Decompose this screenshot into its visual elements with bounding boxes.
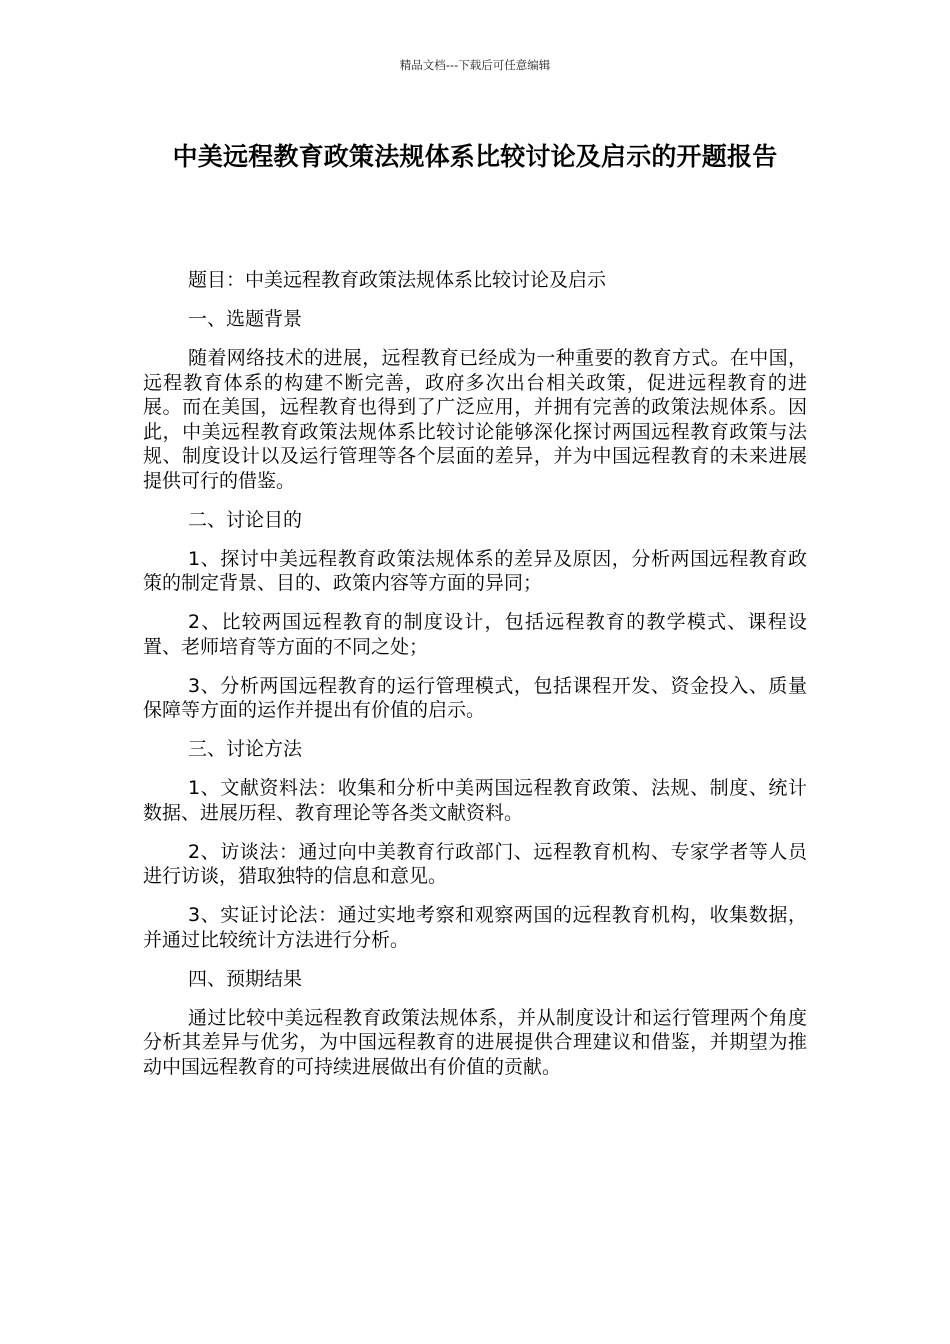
subject-line: 题目：中美远程教育政策法规体系比较讨论及启示 <box>188 269 607 291</box>
page-header: 精品文档---下载后可任意编辑 <box>399 58 551 72</box>
paragraph-method-1: 1、文献资料法：收集和分析中美两国远程教育政策、法规、制度、统计数据、进展历程、教育理论等各类文献资料。 <box>143 777 807 824</box>
paragraph-expected-results: 通过比较中美远程教育政策法规体系，并从制度设计和运行管理两个角度分析其差异与优劣，为中国远程教育的进展提供合理建议和借鉴，并期望为推动中国远程教育的可持续进展做出有价值的贡献。 <box>143 1006 807 1078</box>
paragraph-method-2: 2、访谈法：通过向中美教育行政部门、远程教育机构、专家学者等人员进行访谈，猎取独特的信息和意见。 <box>143 840 807 887</box>
section-heading-background: 一、选题背景 <box>188 308 303 330</box>
paragraph-purpose-3: 3、分析两国远程教育的运行管理模式，包括课程开发、资金投入、质量保障等方面的运作并提出有价值的启示。 <box>143 674 807 721</box>
paragraph-background: 随着网络技术的进展，远程教育已经成为一种重要的教育方式。在中国，远程教育体系的构建不断完善，政府多次出台相关政策，促进远程教育的进展。而在美国，远程教育也得到了广泛应用，并拥有完善的政策法规体系。因此，中美远程教育政策法规体系比较讨论能够深化探讨两国远程教育政策与法规、制度设计以及运行管理等各个层面的差异，并为中国远程教育的未来进展提供可行的借鉴。 <box>143 347 807 492</box>
document-title: 中美远程教育政策法规体系比较讨论及启示的开题报告 <box>172 142 778 171</box>
document-body <box>143 268 807 1094</box>
paragraph-method-3: 3、实证讨论法：通过实地考察和观察两国的远程教育机构，收集数据，并通过比较统计方法进行分析。 <box>143 904 807 951</box>
section-heading-methods: 三、讨论方法 <box>188 738 303 760</box>
section-heading-purpose: 二、讨论目的 <box>188 508 303 531</box>
paragraph-purpose-2: 2、比较两国远程教育的制度设计，包括远程教育的教学模式、课程设置、老师培育等方面的不同之处； <box>143 611 807 658</box>
paragraph-purpose-1: 1、探讨中美远程教育政策法规体系的差异及原因，分析两国远程教育政策的制定背景、目的、政策内容等方面的异同； <box>143 547 807 594</box>
section-heading-expected-results: 四、预期结果 <box>188 967 303 990</box>
